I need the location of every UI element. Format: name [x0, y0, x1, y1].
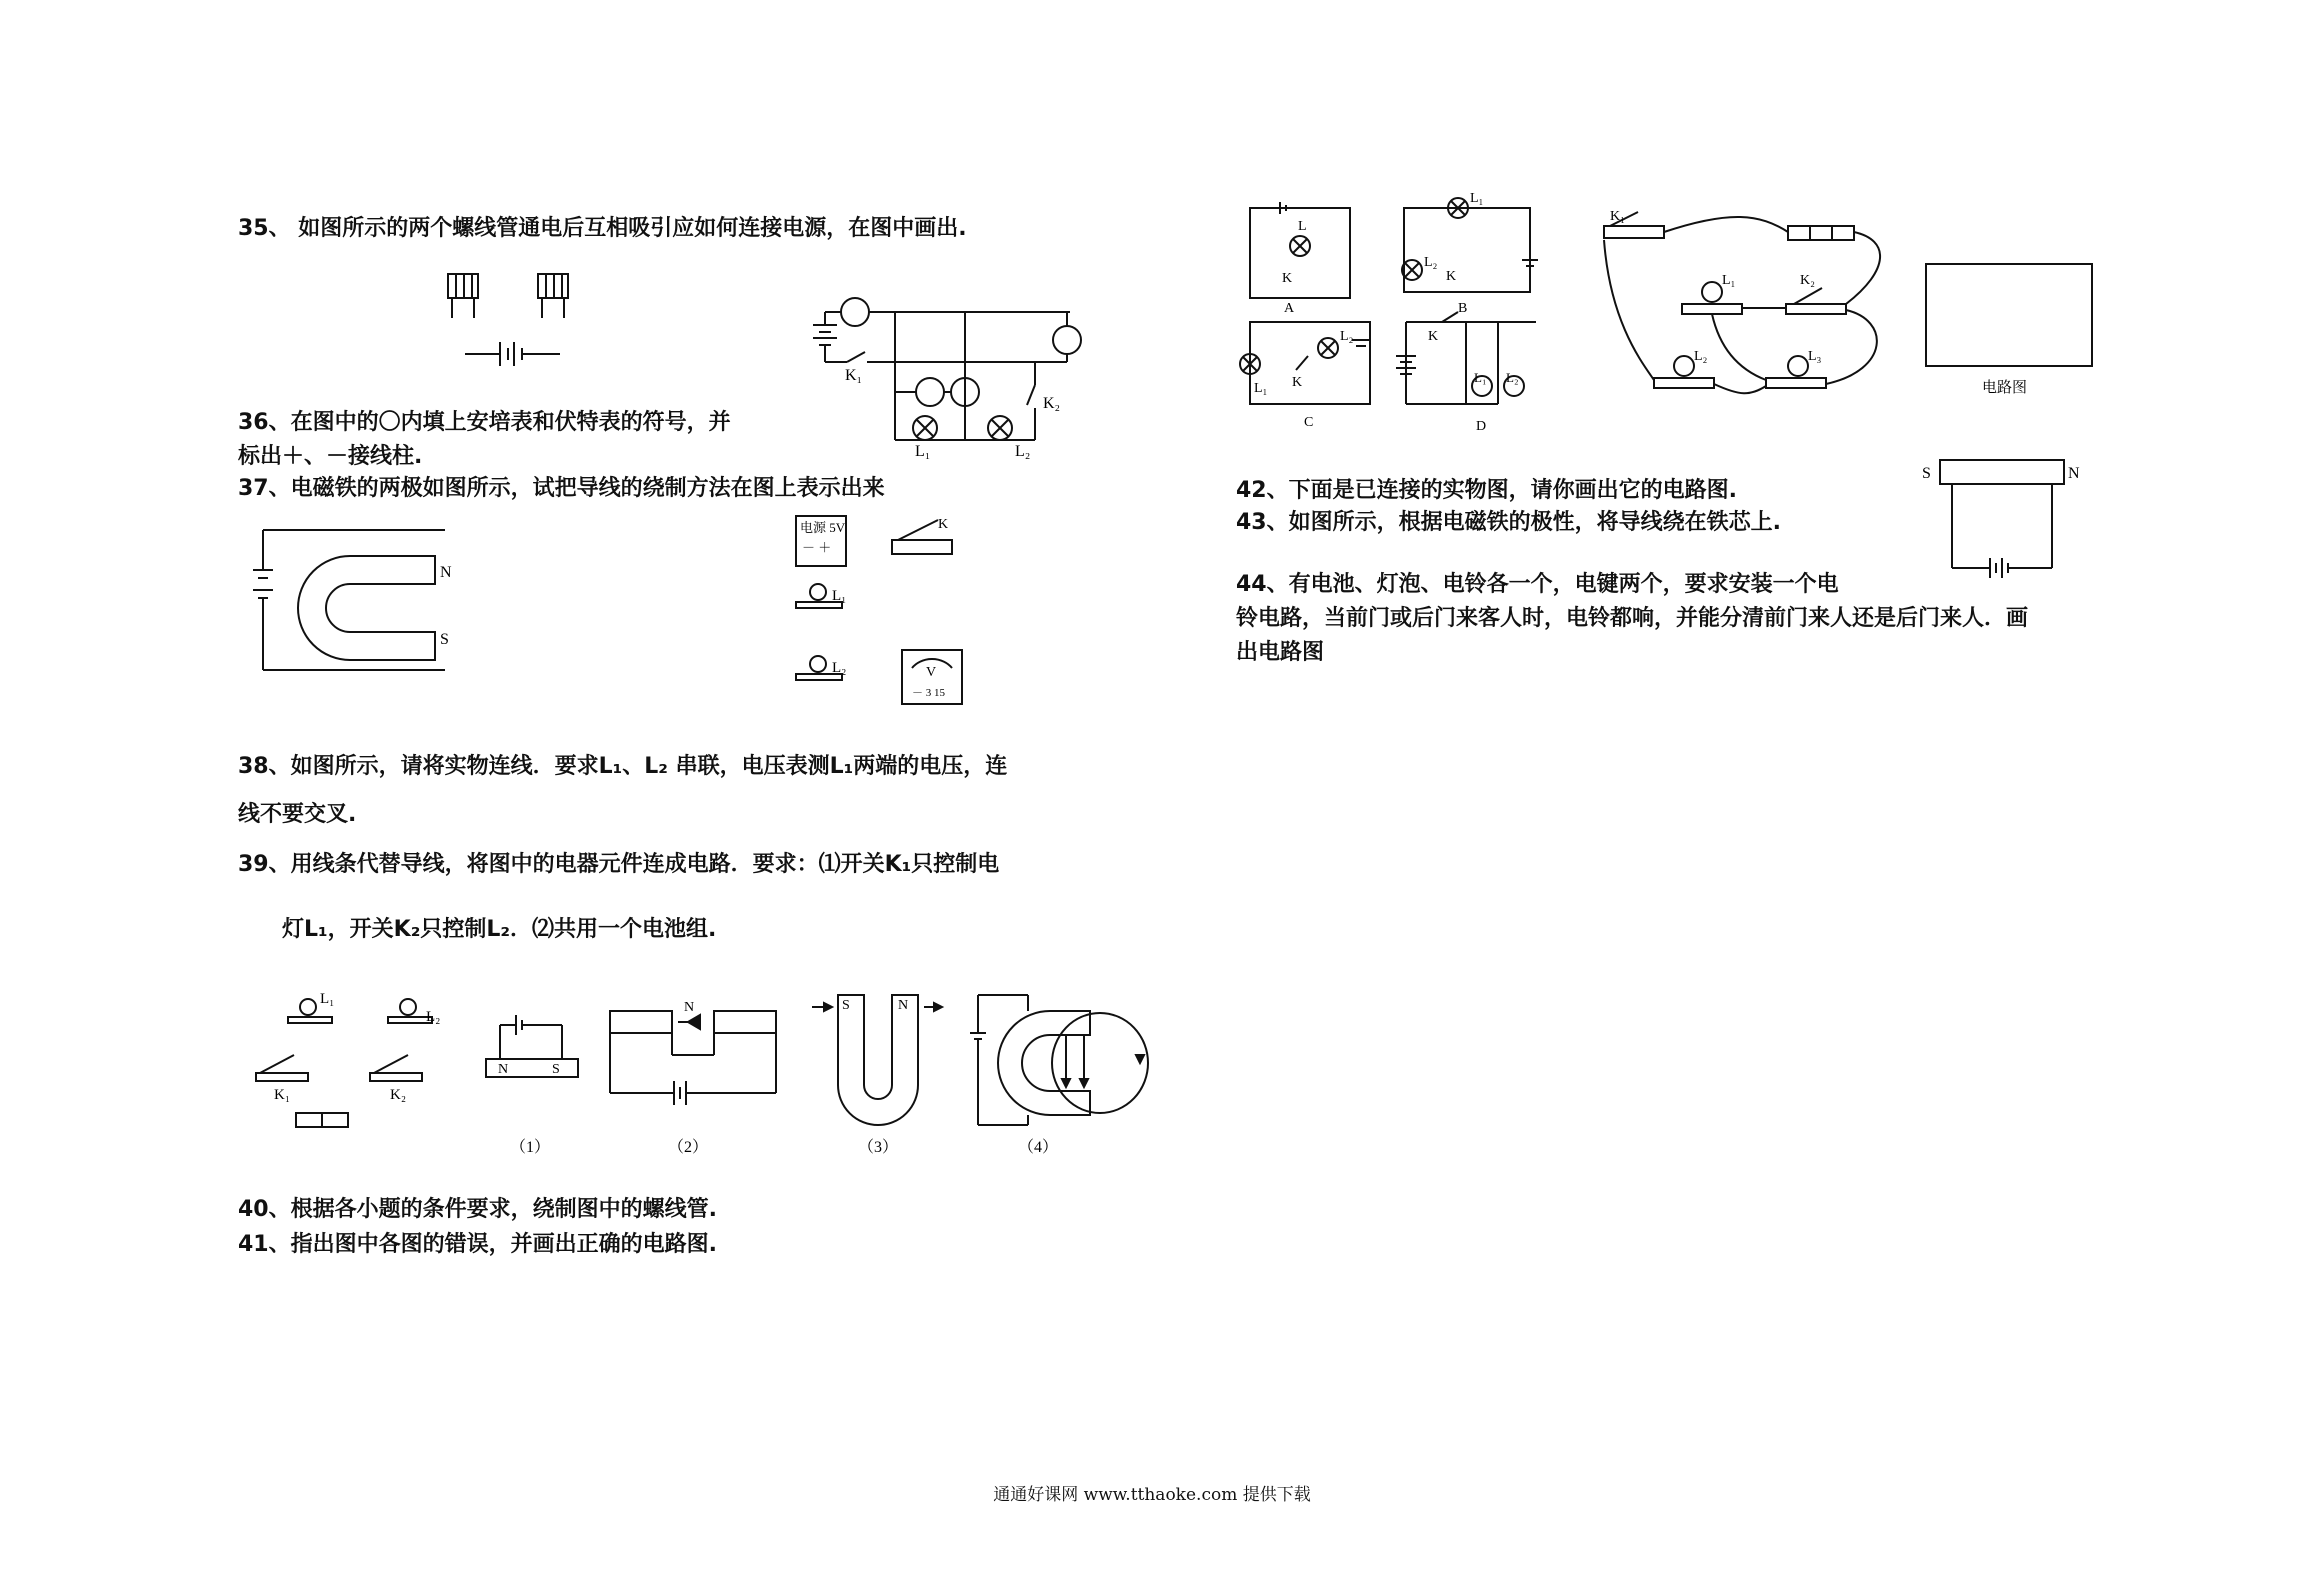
- fig39-k1-label: K₁: [274, 1087, 291, 1103]
- fig42-diagram-box-label: 电路图: [1982, 378, 2028, 396]
- fig36-k2-label: K₂: [1043, 395, 1061, 412]
- question-42: 42、下面是已连接的实物图，请你画出它的电路图.: [1236, 478, 1737, 503]
- fig40-sub2: （2）: [668, 1139, 709, 1156]
- figure-40-solenoids: [470, 975, 1170, 1160]
- fig41-b-l1-label: L₁: [1470, 191, 1484, 206]
- question-38-line2: 线不要交叉.: [238, 802, 357, 827]
- figure-37-electromagnet: [245, 520, 465, 680]
- page-footer: 通通好课网 www.tthaoke.com 提供下载: [993, 1485, 1311, 1505]
- fig39-l1-label: L₁: [320, 991, 335, 1007]
- fig41-b-label: B: [1458, 301, 1468, 316]
- question-40: 40、根据各小题的条件要求，绕制图中的螺线管.: [238, 1197, 717, 1222]
- fig41-d-label: D: [1476, 419, 1487, 434]
- question-37: 37、电磁铁的两极如图所示，试把导线的绕制方法在图上表示出来: [238, 476, 885, 501]
- fig41-d-l1-label: L₁: [1474, 370, 1487, 385]
- question-36-line1: 36、在图中的〇内填上安培表和伏特表的符号，并: [238, 410, 731, 435]
- figure-42-physical-wiring: [1590, 200, 2110, 410]
- question-43: 43、如图所示，根据电磁铁的极性，将导线绕在铁芯上.: [1236, 510, 1781, 535]
- fig36-l1-label: L₁: [915, 443, 931, 460]
- fig40-3-s-label: S: [842, 998, 850, 1013]
- figure-36-meter-circuit: [805, 290, 1105, 460]
- question-44-line1: 44、有电池、灯泡、电铃各一个，电键两个，要求安装一个电: [1236, 572, 1839, 597]
- fig41-c-l1-label: L₁: [1254, 381, 1268, 396]
- fig40-1-s-label: S: [552, 1062, 560, 1077]
- fig41-b-k-label: K: [1446, 269, 1457, 284]
- fig40-2-n-label: N: [684, 1000, 695, 1015]
- fig40-1-n-label: N: [498, 1062, 509, 1077]
- fig38-l1-label: L₁: [832, 588, 847, 604]
- fig40-sub3: （3）: [858, 1139, 899, 1156]
- fig40-sub4: （4）: [1018, 1139, 1059, 1156]
- fig41-d-l2-label: L₂: [1506, 370, 1519, 385]
- fig42-l2-label: L₂: [1694, 349, 1708, 364]
- figure-38-components: [788, 510, 1008, 710]
- fig36-k1-label: K₁: [845, 367, 863, 384]
- question-39-line1: 39、用线条代替导线，将图中的电器元件连成电路．要求：⑴开关K₁只控制电: [238, 852, 1000, 877]
- fig39-l2-label: L₂: [426, 1009, 441, 1025]
- fig42-k1-label: K₁: [1610, 209, 1625, 224]
- question-38-line1: 38、如图所示，请将实物连线．要求L₁、L₂ 串联，电压表测L₁两端的电压，连: [238, 754, 1008, 779]
- fig42-l1-label: L₁: [1722, 273, 1736, 288]
- figure-43-iron-core: [1918, 450, 2088, 580]
- question-44-line3: 出电路图: [1236, 640, 1325, 665]
- fig41-a-label: A: [1284, 301, 1295, 316]
- question-41: 41、指出图中各图的错误，并画出正确的电路图.: [238, 1232, 717, 1257]
- fig36-l2-label: L₂: [1015, 443, 1031, 460]
- fig39-k2-label: K₂: [390, 1087, 407, 1103]
- fig38-voltmeter-label: V: [926, 665, 937, 680]
- fig42-k2-label: K₂: [1800, 273, 1815, 288]
- fig38-k-label: K: [938, 517, 949, 532]
- figure-35-solenoids: [440, 268, 590, 368]
- fig41-c-k-label: K: [1292, 375, 1303, 390]
- fig38-power-label: 电源 5V: [800, 520, 846, 535]
- question-39-line2: 灯L₁，开关K₂只控制L₂．⑵共用一个电池组.: [282, 917, 717, 942]
- fig38-l2-label: L₂: [832, 660, 847, 676]
- fig38-voltmeter-scale: － 3 15: [912, 687, 945, 699]
- question-44-line2: 铃电路，当前门或后门来客人时，电铃都响，并能分清前门来人还是后门来人．画: [1236, 606, 2029, 631]
- fig41-b-l2-label: L₂: [1424, 255, 1438, 270]
- fig40-3-n-label: N: [898, 998, 909, 1013]
- fig41-c-label: C: [1304, 415, 1314, 430]
- fig37-s-label: S: [440, 631, 449, 648]
- fig41-a-k-label: K: [1282, 271, 1293, 286]
- fig43-s-label: S: [1922, 465, 1931, 482]
- figure-41-circuits: [1236, 190, 1556, 440]
- fig43-n-label: N: [2068, 465, 2080, 482]
- fig41-a-l-label: L: [1298, 219, 1307, 234]
- fig41-d-k-label: K: [1428, 329, 1439, 344]
- question-35: 35、 如图所示的两个螺线管通电后互相吸引应如何连接电源，在图中画出.: [238, 216, 967, 241]
- fig42-l3-label: L₃: [1808, 349, 1822, 364]
- fig41-c-l2-label: L₂: [1340, 329, 1354, 344]
- fig40-sub1: （1）: [510, 1139, 551, 1156]
- fig37-n-label: N: [440, 564, 452, 581]
- question-36-line2: 标出＋、－接线柱.: [238, 444, 423, 469]
- fig38-power-terminals: － ＋: [802, 540, 832, 555]
- figure-39-components: [248, 985, 468, 1135]
